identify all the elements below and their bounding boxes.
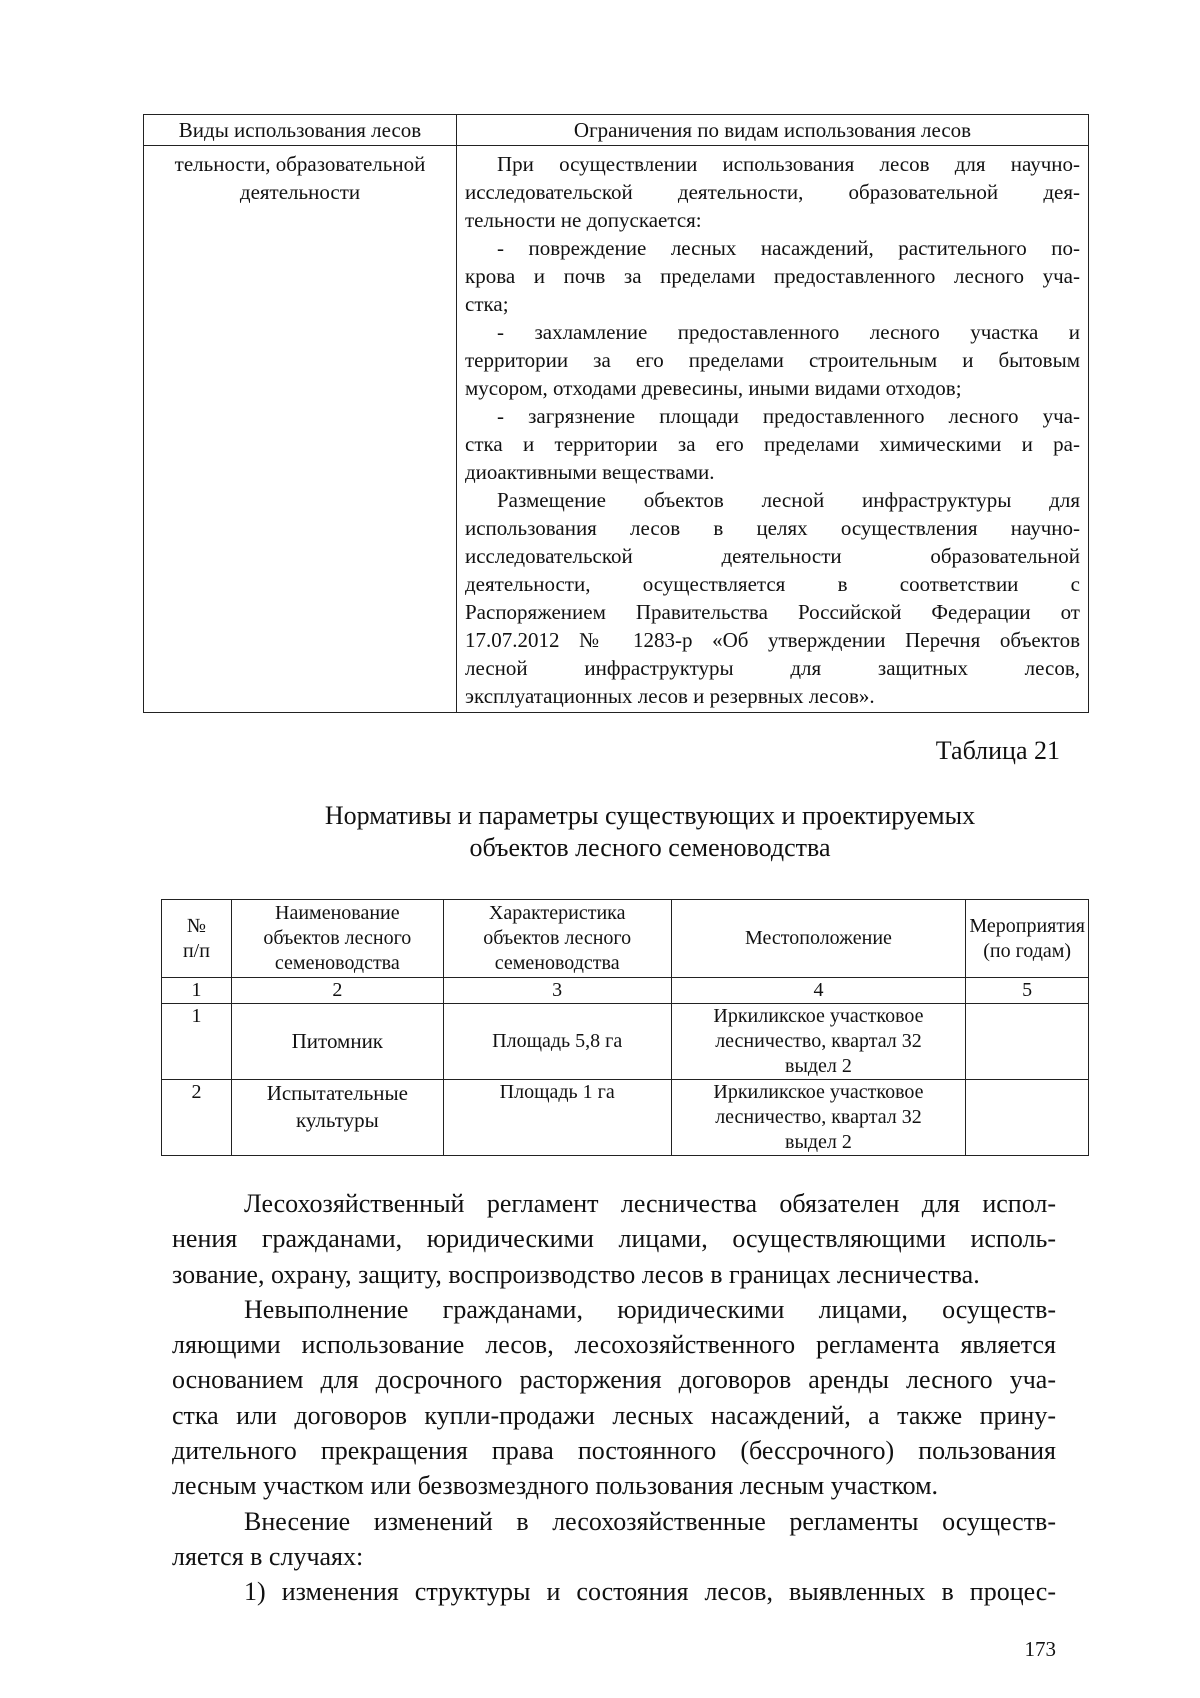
column-number-row xyxy=(162,978,1089,1004)
header-location: Местоположение xyxy=(671,900,966,978)
column-number: 1 xyxy=(162,978,232,1004)
text-line: стка; xyxy=(465,292,509,316)
text-line: эксплуатационных лесов и резервных лесов». xyxy=(465,684,875,708)
name-line: Испытательные xyxy=(266,1081,408,1105)
column-number: 2 xyxy=(231,978,443,1004)
paragraph xyxy=(172,1504,1056,1575)
header-number xyxy=(162,900,232,978)
text-line: ляющими использование лесов, лесохозяйственного регламента является xyxy=(172,1330,1056,1360)
text-line: основанием для досрочного расторжения договоров аренды лесного уча- xyxy=(172,1365,1056,1395)
text-line: Лесохозяйственный регламент лесничества обязателен для испол- xyxy=(244,1189,1056,1218)
location-line: выдел 2 xyxy=(785,1055,852,1077)
header-line: объектов лесного xyxy=(483,927,632,949)
text-line: 1) изменения структуры и состояния лесов, выявленных в процес- xyxy=(244,1577,1056,1607)
header-events xyxy=(966,900,1089,978)
text-line: дительного прекращения права постоянного (бессрочного) пользования xyxy=(172,1436,1056,1466)
text-line: стка и территории за его пределами химическими и ра- xyxy=(465,432,1080,456)
text-line: крова и почв за пределами предоставленного лесного уча- xyxy=(465,264,1080,288)
text-line: лесной инфраструктуры для защитных лесов, xyxy=(465,656,1080,680)
text-line: Невыполнение гражданами, юридическими лицами, осуществ- xyxy=(244,1294,1056,1324)
table-title xyxy=(200,800,1100,864)
text-line: нения гражданами, юридическими лицами, осуществляющими исполь- xyxy=(172,1224,1056,1254)
location-line: Иркиликское участковое xyxy=(713,1005,924,1027)
column-number: 5 xyxy=(966,978,1089,1004)
body-text xyxy=(172,1186,1056,1610)
table-header-row xyxy=(162,900,1089,978)
header-characteristics xyxy=(443,900,671,978)
column-number: 3 xyxy=(443,978,671,1004)
text-line: диоактивными веществами. xyxy=(465,460,715,484)
table-row xyxy=(162,1080,1089,1156)
text-line: - захламление предоставленного лесного участка и xyxy=(497,320,1080,344)
location-line: лесничество, квартал 32 xyxy=(715,1030,922,1052)
usage-type-line: тельности, образовательной xyxy=(174,152,426,176)
header-usage-types: Виды использования лесов xyxy=(144,115,457,146)
object-characteristics: Площадь 5,8 га xyxy=(443,1004,671,1080)
usage-type-cell xyxy=(144,146,457,713)
object-characteristics: Площадь 1 га xyxy=(443,1080,671,1156)
table-header-row xyxy=(144,115,1089,146)
location-line: выдел 2 xyxy=(785,1131,852,1153)
restrictions-table xyxy=(143,114,1089,713)
page-number: 173 xyxy=(1024,1637,1056,1661)
text-line: деятельности, осуществляется в соответствии с xyxy=(465,572,1080,596)
header-object-name xyxy=(231,900,443,978)
text-line: тельности не допускается: xyxy=(465,208,702,232)
paragraph xyxy=(172,1292,1056,1504)
text-line: зование, охрану, защиту, воспроизводство лесов в границах лесничества. xyxy=(172,1259,980,1289)
object-name xyxy=(231,1080,443,1156)
header-line: п/п xyxy=(182,939,210,962)
text-line: 17.07.2012 № 1283-р «Об утверждении Перечня объектов xyxy=(465,628,1080,652)
text-line: исследовательской деятельности, образовательной дея- xyxy=(465,180,1080,204)
text-line: При осуществлении использования лесов для научно- xyxy=(497,152,1080,176)
location-line: Иркиликское участковое xyxy=(713,1081,924,1103)
object-events xyxy=(966,1004,1089,1080)
text-line: стка или договоров купли-продажи лесных насаждений, а также прину- xyxy=(172,1400,1056,1430)
seed-objects-table xyxy=(161,899,1089,1156)
paragraph xyxy=(172,1574,1056,1609)
header-line: семеноводства xyxy=(274,952,400,974)
row-number: 2 xyxy=(162,1080,232,1156)
table-title-line: объектов лесного семеноводства xyxy=(469,833,831,862)
header-line: объектов лесного xyxy=(263,927,412,949)
object-name: Питомник xyxy=(231,1004,443,1080)
location-line: лесничество, квартал 32 xyxy=(715,1106,922,1128)
text-line: исследовательской деятельности образовательной xyxy=(465,544,1080,568)
table-number: Таблица 21 xyxy=(935,736,1060,765)
header-restrictions: Ограничения по видам использования лесов xyxy=(457,115,1089,146)
row-number: 1 xyxy=(162,1004,232,1080)
text-line: - повреждение лесных насаждений, растительного по- xyxy=(497,236,1080,260)
name-line: культуры xyxy=(295,1108,379,1132)
restriction-paragraph xyxy=(465,234,1080,318)
text-line: лесным участком или безвозмездного пользования лесным участком. xyxy=(172,1471,939,1501)
text-line: территории за его пределами строительным и бытовым xyxy=(465,348,1080,372)
restriction-paragraph xyxy=(465,402,1080,486)
restriction-paragraph xyxy=(465,150,1080,234)
column-number: 4 xyxy=(671,978,966,1004)
text-line: использования лесов в целях осуществления научно- xyxy=(465,516,1080,540)
header-line: семеноводства xyxy=(494,952,620,974)
text-line: мусором, отходами древесины, иными видами отходов; xyxy=(465,376,962,400)
header-line: Мероприятия xyxy=(969,914,1085,937)
header-line: Характеристика xyxy=(488,902,626,924)
text-line: Распоряжением Правительства Российской Федерации от xyxy=(465,600,1080,624)
header-line: № xyxy=(186,914,206,937)
header-line: Наименование xyxy=(275,902,400,924)
restriction-cell xyxy=(457,146,1089,713)
table-row xyxy=(162,1004,1089,1080)
text-line: ляется в случаях: xyxy=(172,1541,364,1571)
restriction-paragraph xyxy=(465,486,1080,710)
header-line: (по годам) xyxy=(983,939,1072,962)
object-location xyxy=(671,1080,966,1156)
text-line: - загрязнение площади предоставленного лесного уча- xyxy=(497,404,1080,428)
restriction-paragraph xyxy=(465,318,1080,402)
table-title-line: Нормативы и параметры существующих и проектируемых xyxy=(324,801,976,830)
table-row xyxy=(144,146,1089,713)
text-line: Размещение объектов лесной инфраструктуры для xyxy=(497,488,1080,512)
object-events xyxy=(966,1080,1089,1156)
usage-type-line: деятельности xyxy=(239,180,361,204)
paragraph xyxy=(172,1186,1056,1292)
object-location xyxy=(671,1004,966,1080)
text-line: Внесение изменений в лесохозяйственные регламенты осуществ- xyxy=(244,1506,1056,1536)
